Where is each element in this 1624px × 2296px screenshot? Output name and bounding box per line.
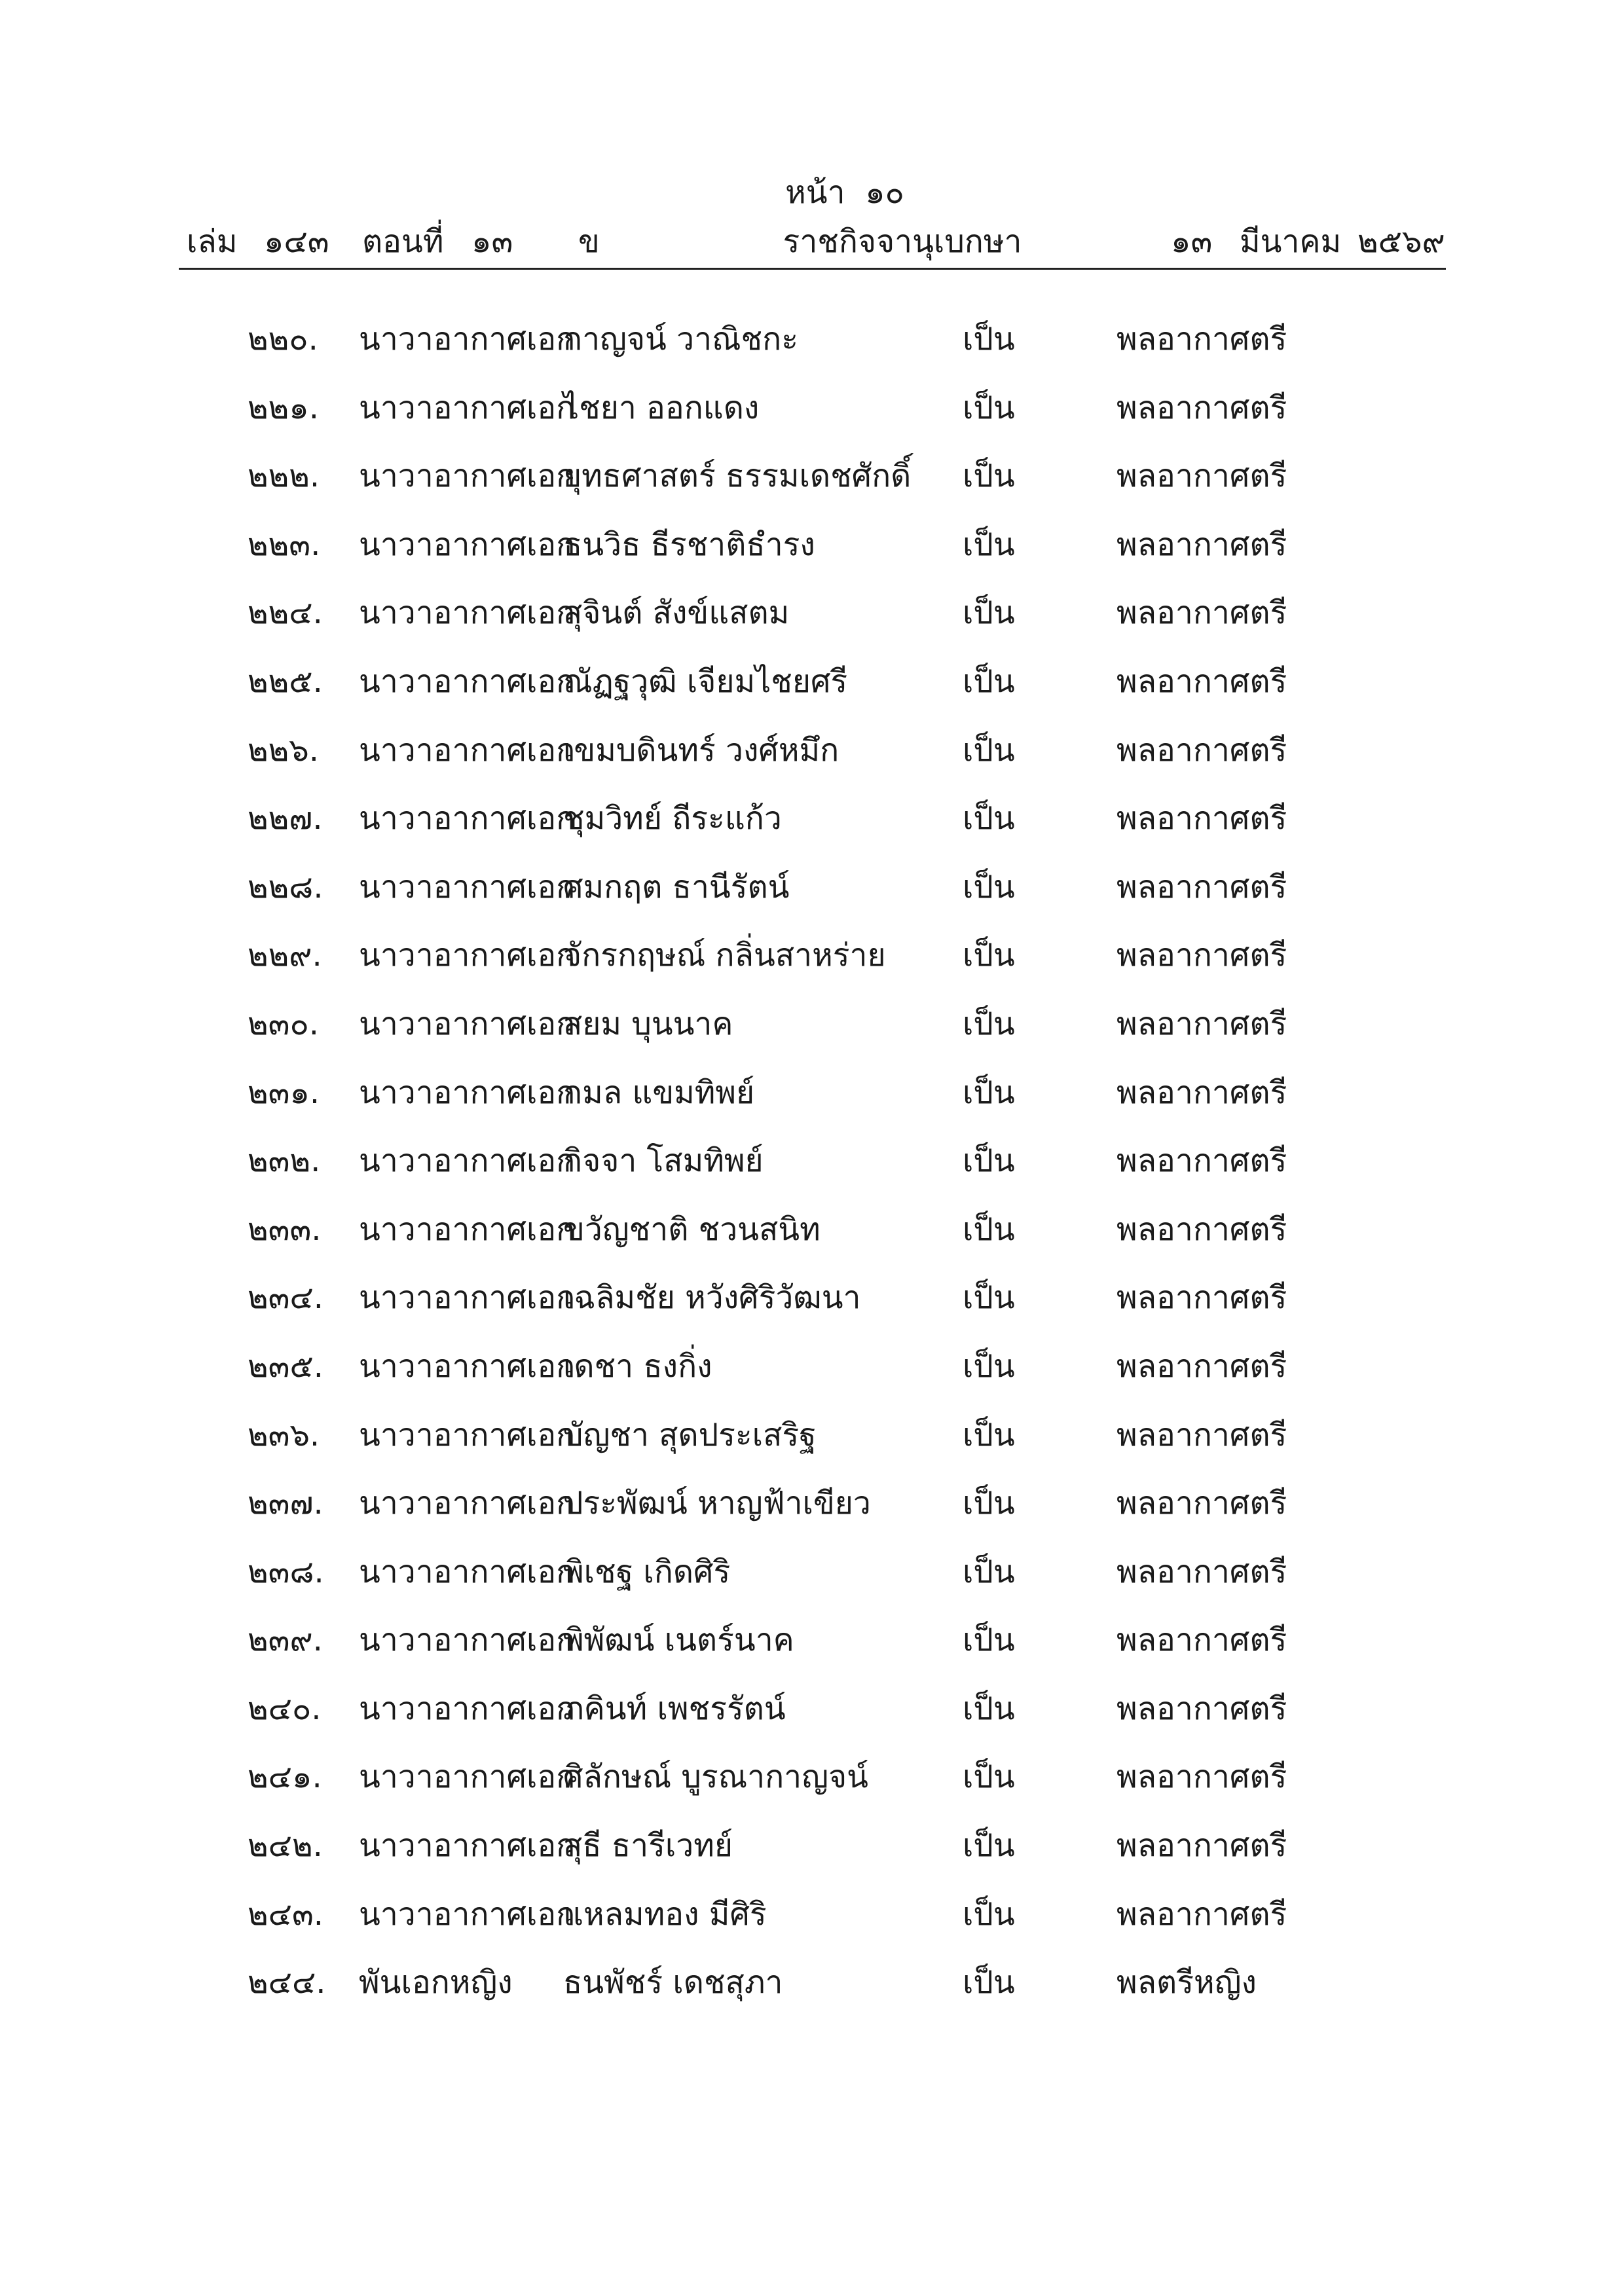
person-name: ศมกฤต ธานีรัตน์: [563, 868, 790, 905]
new-rank: พลอากาศตรี: [1116, 1895, 1287, 1933]
date-month: มีนาคม: [1240, 223, 1342, 260]
person-name: ไชยา ออกแดง: [563, 389, 760, 426]
entry-number: ๒๔๒.: [248, 1827, 323, 1865]
new-rank: พลอากาศตรี: [1116, 1074, 1287, 1111]
current-rank: นาวาอากาศเอก: [359, 1142, 576, 1180]
person-name: กมล แขมทิพย์: [563, 1074, 755, 1111]
to-be-word: เป็น: [963, 321, 1015, 357]
current-rank: นาวาอากาศเอก: [359, 937, 576, 974]
page-number-label: หน้า: [785, 174, 845, 211]
entry-number: ๒๓๐.: [248, 1005, 320, 1042]
current-rank: นาวาอากาศเอก: [359, 389, 576, 426]
date-year: ๒๕๖๙: [1357, 223, 1445, 260]
list-item: [0, 1812, 1624, 1880]
entry-number: ๒๓๙.: [248, 1622, 323, 1659]
current-rank: นาวาอากาศเอก: [359, 800, 576, 837]
gazette-title: ราชกิจจานุเบกษา: [783, 223, 1022, 260]
entry-number: ๒๔๔.: [248, 1964, 326, 2001]
volume-label: เล่ม: [187, 223, 238, 260]
new-rank: พลอากาศตรี: [1116, 1690, 1287, 1727]
current-rank: นาวาอากาศเอก: [359, 1827, 576, 1865]
current-rank: นาวาอากาศเอก: [359, 1005, 576, 1042]
current-rank: นาวาอากาศเอก: [359, 1279, 576, 1317]
person-name: ธนพัชร์ เดชสุภา: [563, 1964, 783, 2001]
person-name: ณัฏฐวุฒิ เจียมไชยศรี: [563, 663, 848, 700]
new-rank: พลอากาศตรี: [1116, 1553, 1287, 1590]
to-be-word: เป็น: [963, 1827, 1015, 1865]
to-be-word: เป็น: [963, 1347, 1015, 1385]
to-be-word: เป็น: [963, 1142, 1015, 1180]
current-rank: นาวาอากาศเอก: [359, 731, 576, 769]
person-name: แหลมทอง มีศิริ: [563, 1895, 767, 1933]
new-rank: พลอากาศตรี: [1116, 868, 1287, 905]
current-rank: นาวาอากาศเอก: [359, 1416, 576, 1453]
list-item: [0, 305, 1624, 374]
new-rank: พลอากาศตรี: [1116, 663, 1287, 700]
list-item: [0, 1059, 1624, 1127]
volume-number: ๑๔๓: [264, 223, 329, 260]
list-item: [0, 1880, 1624, 1949]
new-rank: พลอากาศตรี: [1116, 1622, 1287, 1659]
current-rank: นาวาอากาศเอก: [359, 1211, 576, 1248]
list-item: [0, 921, 1624, 990]
to-be-word: เป็น: [963, 1622, 1015, 1659]
current-rank: นาวาอากาศเอก: [359, 1347, 576, 1385]
entry-number: ๒๓๔.: [248, 1279, 324, 1317]
to-be-word: เป็น: [963, 1964, 1015, 2001]
entry-number: ๒๔๓.: [248, 1895, 324, 1933]
person-name: กิจจา โสมทิพย์: [563, 1142, 764, 1180]
new-rank: พลอากาศตรี: [1116, 1211, 1287, 1248]
to-be-word: เป็น: [963, 868, 1015, 905]
new-rank: พลอากาศตรี: [1116, 458, 1287, 495]
person-name: เฉลิมชัย หวังศิริวัฒนา: [563, 1279, 861, 1317]
person-name: จักรกฤษณ์ กลิ่นสาหร่าย: [563, 937, 886, 974]
list-item: [0, 1948, 1624, 2017]
new-rank: พลอากาศตรี: [1116, 594, 1287, 632]
current-rank: นาวาอากาศเอก: [359, 458, 576, 495]
entry-number: ๒๒๐.: [248, 321, 318, 357]
person-name: เขมบดินทร์ วงศ์หมึก: [563, 731, 840, 769]
entry-number: ๒๒๓.: [248, 526, 321, 563]
new-rank: พลอากาศตรี: [1116, 321, 1287, 357]
header-divider: [179, 268, 1446, 270]
to-be-word: เป็น: [963, 1279, 1015, 1317]
list-item: [0, 1606, 1624, 1675]
current-rank: นาวาอากาศเอก: [359, 1622, 576, 1659]
person-name: สุจินต์ สังข์แสตม: [563, 594, 790, 632]
list-item: [0, 1743, 1624, 1812]
list-item: [0, 784, 1624, 853]
person-name: สยม บุนนาค: [563, 1005, 733, 1042]
new-rank: พลอากาศตรี: [1116, 937, 1287, 974]
current-rank: พันเอกหญิง: [359, 1964, 513, 2001]
entry-number: ๒๓๑.: [248, 1074, 320, 1111]
entry-number: ๒๒๖.: [248, 731, 320, 769]
issue-number: ๑๓: [471, 223, 513, 260]
to-be-word: เป็น: [963, 1485, 1015, 1522]
current-rank: นาวาอากาศเอก: [359, 1553, 576, 1590]
issue-label: ตอนที่: [362, 223, 444, 260]
to-be-word: เป็น: [963, 1074, 1015, 1111]
new-rank: พลอากาศตรี: [1116, 1142, 1287, 1180]
new-rank: พลอากาศตรี: [1116, 1005, 1287, 1042]
to-be-word: เป็น: [963, 594, 1015, 632]
to-be-word: เป็น: [963, 1211, 1015, 1248]
to-be-word: เป็น: [963, 1553, 1015, 1590]
person-name: ยุทธศาสตร์ ธรรมเดชศักดิ์: [563, 458, 912, 495]
entry-number: ๒๓๗.: [248, 1485, 323, 1522]
section-letter: ข: [578, 223, 600, 260]
list-item: [0, 990, 1624, 1059]
list-item: [0, 1401, 1624, 1470]
person-name: ชุมวิทย์ ถีระแก้ว: [563, 800, 782, 837]
entry-number: ๒๓๘.: [248, 1553, 324, 1590]
person-name: พิเชฐ เกิดศิริ: [563, 1553, 731, 1590]
entry-number: ๒๒๑.: [248, 389, 320, 426]
list-item: [0, 1195, 1624, 1264]
list-item: [0, 1469, 1624, 1538]
current-rank: นาวาอากาศเอก: [359, 1074, 576, 1111]
current-rank: นาวาอากาศเอก: [359, 1758, 576, 1796]
promotion-list: [0, 305, 1624, 2017]
entry-number: ๒๓๕.: [248, 1347, 324, 1385]
to-be-word: เป็น: [963, 458, 1015, 495]
list-item: [0, 1538, 1624, 1607]
current-rank: นาวาอากาศเอก: [359, 868, 576, 905]
list-item: [0, 579, 1624, 647]
list-item: [0, 374, 1624, 443]
person-name: ภคินท์ เพชรรัตน์: [563, 1690, 786, 1727]
list-item: [0, 853, 1624, 922]
new-rank: พลอากาศตรี: [1116, 1416, 1287, 1453]
current-rank: นาวาอากาศเอก: [359, 321, 576, 357]
person-name: พิพัฒน์ เนตร์นาค: [563, 1622, 794, 1659]
current-rank: นาวาอากาศเอก: [359, 1895, 576, 1933]
person-name: บัญชา สุดประเสริฐ: [563, 1416, 817, 1453]
person-name: กาญจน์ วาณิชกะ: [563, 321, 798, 357]
person-name: ศิลักษณ์ บูรณากาญจน์: [563, 1758, 868, 1796]
new-rank: พลอากาศตรี: [1116, 1347, 1287, 1385]
entry-number: ๒๓๖.: [248, 1416, 320, 1453]
to-be-word: เป็น: [963, 1895, 1015, 1933]
entry-number: ๒๒๒.: [248, 458, 320, 495]
gazette-header: [179, 219, 1446, 264]
entry-number: ๒๔๑.: [248, 1758, 322, 1796]
person-name: ขวัญชาติ ชวนสนิท: [563, 1211, 821, 1248]
list-item: [0, 1675, 1624, 1743]
to-be-word: เป็น: [963, 1690, 1015, 1727]
new-rank: พลอากาศตรี: [1116, 526, 1287, 563]
new-rank: พลอากาศตรี: [1116, 800, 1287, 837]
to-be-word: เป็น: [963, 800, 1015, 837]
to-be-word: เป็น: [963, 937, 1015, 974]
list-item: [0, 1332, 1624, 1401]
entry-number: ๒๒๗.: [248, 800, 323, 837]
current-rank: นาวาอากาศเอก: [359, 663, 576, 700]
entry-number: ๒๓๓.: [248, 1211, 322, 1248]
person-name: ประพัฒน์ หาญฟ้าเขียว: [563, 1485, 871, 1522]
to-be-word: เป็น: [963, 526, 1015, 563]
entry-number: ๒๔๐.: [248, 1690, 322, 1727]
to-be-word: เป็น: [963, 389, 1015, 426]
new-rank: พลอากาศตรี: [1116, 1827, 1287, 1865]
current-rank: นาวาอากาศเอก: [359, 526, 576, 563]
entry-number: ๒๒๕.: [248, 663, 323, 700]
entry-number: ๒๒๔.: [248, 594, 323, 632]
person-name: สุธี ธารีเวทย์: [563, 1827, 733, 1865]
list-item: [0, 442, 1624, 511]
current-rank: นาวาอากาศเอก: [359, 1690, 576, 1727]
page-number: [720, 172, 969, 213]
list-item: [0, 647, 1624, 716]
to-be-word: เป็น: [963, 1416, 1015, 1453]
current-rank: นาวาอากาศเอก: [359, 594, 576, 632]
list-item: [0, 1264, 1624, 1332]
new-rank: พลอากาศตรี: [1116, 389, 1287, 426]
new-rank: พลอากาศตรี: [1116, 1758, 1287, 1796]
to-be-word: เป็น: [963, 663, 1015, 700]
to-be-word: เป็น: [963, 1758, 1015, 1796]
to-be-word: เป็น: [963, 1005, 1015, 1042]
new-rank: พลอากาศตรี: [1116, 731, 1287, 769]
list-item: [0, 716, 1624, 785]
person-name: เดชา ธงกิ่ง: [563, 1347, 712, 1385]
date-day: ๑๓: [1171, 223, 1213, 260]
new-rank: พลอากาศตรี: [1116, 1485, 1287, 1522]
new-rank: พลตรีหญิง: [1116, 1964, 1257, 2001]
list-item: [0, 511, 1624, 579]
entry-number: ๒๒๙.: [248, 937, 322, 974]
person-name: ธนวิธ ธีรชาติธำรง: [563, 526, 815, 563]
page-number-value: ๑๐: [865, 174, 904, 211]
entry-number: ๒๒๘.: [248, 868, 323, 905]
current-rank: นาวาอากาศเอก: [359, 1485, 576, 1522]
list-item: [0, 1127, 1624, 1195]
entry-number: ๒๓๒.: [248, 1142, 321, 1180]
new-rank: พลอากาศตรี: [1116, 1279, 1287, 1317]
to-be-word: เป็น: [963, 731, 1015, 769]
